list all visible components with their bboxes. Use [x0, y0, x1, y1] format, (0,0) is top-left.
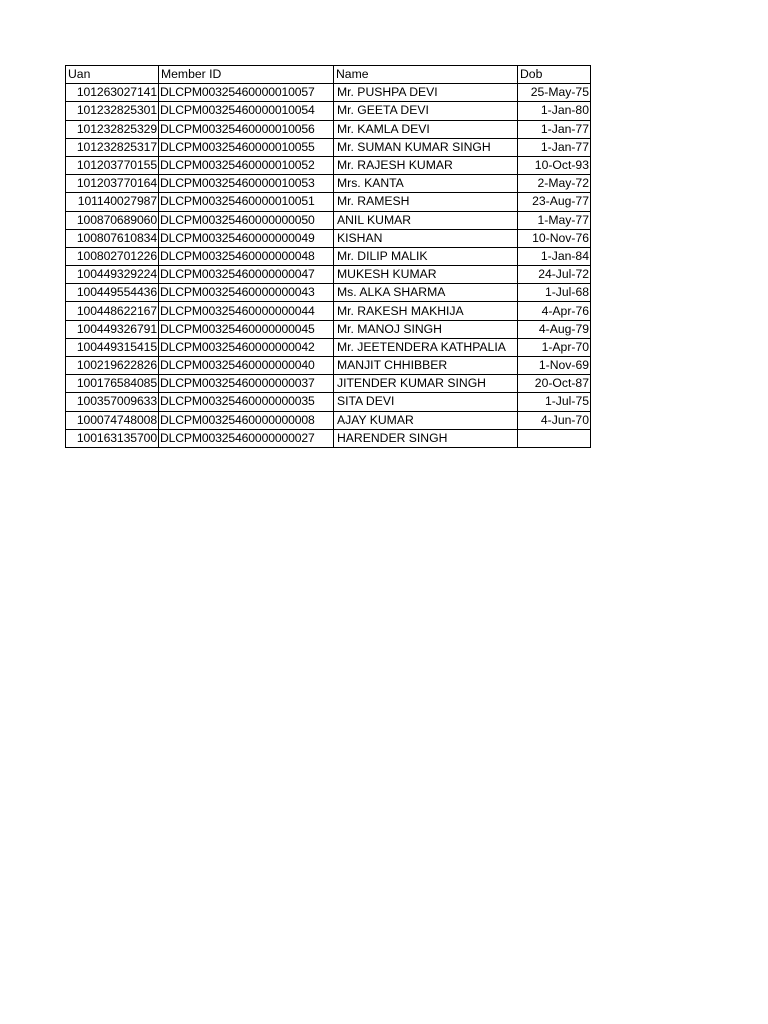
cell-dob: 1-Jan-77 — [518, 120, 591, 138]
cell-name: MUKESH KUMAR — [334, 266, 518, 284]
cell-dob: 1-Jul-75 — [518, 393, 591, 411]
cell-member-id: DLCPM00325460000010051 — [159, 193, 334, 211]
cell-uan: 100219622826 — [66, 357, 159, 375]
table-row — [66, 156, 591, 174]
header-member-id: Member ID — [159, 66, 334, 84]
cell-name: KISHAN — [334, 229, 518, 247]
table-row — [66, 320, 591, 338]
cell-uan: 100807610834 — [66, 229, 159, 247]
cell-name: SITA DEVI — [334, 393, 518, 411]
cell-member-id: DLCPM00325460000000043 — [159, 284, 334, 302]
cell-uan: 100074748008 — [66, 411, 159, 429]
table-row — [66, 138, 591, 156]
cell-dob: 1-Jul-68 — [518, 284, 591, 302]
cell-name: MANJIT CHHIBBER — [334, 357, 518, 375]
cell-name: Ms. ALKA SHARMA — [334, 284, 518, 302]
cell-name: Mr. JEETENDERA KATHPALIA — [334, 338, 518, 356]
cell-name: Mr. RAKESH MAKHIJA — [334, 302, 518, 320]
cell-member-id: DLCPM00325460000010055 — [159, 138, 334, 156]
cell-member-id: DLCPM00325460000000049 — [159, 229, 334, 247]
table-row — [66, 393, 591, 411]
cell-name: HARENDER SINGH — [334, 429, 518, 447]
cell-member-id: DLCPM00325460000000050 — [159, 211, 334, 229]
cell-member-id: DLCPM00325460000010057 — [159, 84, 334, 102]
cell-member-id: DLCPM00325460000010052 — [159, 156, 334, 174]
cell-name: Mr. RAMESH — [334, 193, 518, 211]
cell-uan: 101203770164 — [66, 175, 159, 193]
cell-dob — [518, 429, 591, 447]
cell-name: Mr. MANOJ SINGH — [334, 320, 518, 338]
cell-member-id: DLCPM00325460000000042 — [159, 338, 334, 356]
table-row — [66, 102, 591, 120]
table-row — [66, 411, 591, 429]
cell-name: Mr. GEETA DEVI — [334, 102, 518, 120]
cell-uan: 100176584085 — [66, 375, 159, 393]
cell-name: Mr. DILIP MALIK — [334, 247, 518, 265]
table-row — [66, 338, 591, 356]
cell-uan: 100870689060 — [66, 211, 159, 229]
cell-member-id: DLCPM00325460000000037 — [159, 375, 334, 393]
table-row — [66, 266, 591, 284]
cell-dob: 10-Oct-93 — [518, 156, 591, 174]
cell-uan: 101140027987 — [66, 193, 159, 211]
cell-dob: 23-Aug-77 — [518, 193, 591, 211]
cell-uan: 100449554436 — [66, 284, 159, 302]
cell-dob: 25-May-75 — [518, 84, 591, 102]
header-dob: Dob — [518, 66, 591, 84]
cell-dob: 20-Oct-87 — [518, 375, 591, 393]
cell-dob: 4-Apr-76 — [518, 302, 591, 320]
cell-dob: 1-Jan-84 — [518, 247, 591, 265]
cell-name: Mr. PUSHPA DEVI — [334, 84, 518, 102]
table-row — [66, 284, 591, 302]
cell-dob: 1-Nov-69 — [518, 357, 591, 375]
table-row — [66, 229, 591, 247]
spreadsheet-table-container — [65, 65, 591, 448]
header-uan: Uan — [66, 66, 159, 84]
cell-dob: 1-Jan-77 — [518, 138, 591, 156]
cell-name: JITENDER KUMAR SINGH — [334, 375, 518, 393]
header-row — [66, 66, 591, 84]
table-row — [66, 375, 591, 393]
table-row — [66, 193, 591, 211]
cell-name: ANIL KUMAR — [334, 211, 518, 229]
table-row — [66, 247, 591, 265]
cell-name: Mrs. KANTA — [334, 175, 518, 193]
cell-uan: 100448622167 — [66, 302, 159, 320]
table-row — [66, 357, 591, 375]
cell-member-id: DLCPM00325460000000027 — [159, 429, 334, 447]
table-row — [66, 211, 591, 229]
cell-name: Mr. KAMLA DEVI — [334, 120, 518, 138]
cell-member-id: DLCPM00325460000000008 — [159, 411, 334, 429]
cell-member-id: DLCPM00325460000000047 — [159, 266, 334, 284]
cell-member-id: DLCPM00325460000000048 — [159, 247, 334, 265]
cell-dob: 4-Aug-79 — [518, 320, 591, 338]
cell-member-id: DLCPM00325460000010056 — [159, 120, 334, 138]
cell-uan: 100357009633 — [66, 393, 159, 411]
member-table — [65, 65, 591, 448]
cell-dob: 1-Apr-70 — [518, 338, 591, 356]
cell-dob: 24-Jul-72 — [518, 266, 591, 284]
cell-uan: 101232825329 — [66, 120, 159, 138]
cell-name: Mr. SUMAN KUMAR SINGH — [334, 138, 518, 156]
table-body — [66, 84, 591, 448]
cell-uan: 101263027141 — [66, 84, 159, 102]
cell-member-id: DLCPM00325460000000044 — [159, 302, 334, 320]
cell-member-id: DLCPM00325460000010054 — [159, 102, 334, 120]
cell-dob: 4-Jun-70 — [518, 411, 591, 429]
cell-uan: 100802701226 — [66, 247, 159, 265]
cell-member-id: DLCPM00325460000000040 — [159, 357, 334, 375]
table-row — [66, 84, 591, 102]
cell-uan: 100163135700 — [66, 429, 159, 447]
cell-uan: 101203770155 — [66, 156, 159, 174]
cell-uan: 100449326791 — [66, 320, 159, 338]
table-row — [66, 302, 591, 320]
header-name: Name — [334, 66, 518, 84]
cell-dob: 1-Jan-80 — [518, 102, 591, 120]
cell-dob: 2-May-72 — [518, 175, 591, 193]
cell-dob: 1-May-77 — [518, 211, 591, 229]
cell-member-id: DLCPM00325460000010053 — [159, 175, 334, 193]
cell-member-id: DLCPM00325460000000035 — [159, 393, 334, 411]
cell-name: AJAY KUMAR — [334, 411, 518, 429]
cell-uan: 101232825317 — [66, 138, 159, 156]
cell-uan: 100449315415 — [66, 338, 159, 356]
cell-uan: 101232825301 — [66, 102, 159, 120]
cell-member-id: DLCPM00325460000000045 — [159, 320, 334, 338]
table-row — [66, 175, 591, 193]
cell-dob: 10-Nov-76 — [518, 229, 591, 247]
table-row — [66, 120, 591, 138]
table-row — [66, 429, 591, 447]
cell-uan: 100449329224 — [66, 266, 159, 284]
cell-name: Mr. RAJESH KUMAR — [334, 156, 518, 174]
